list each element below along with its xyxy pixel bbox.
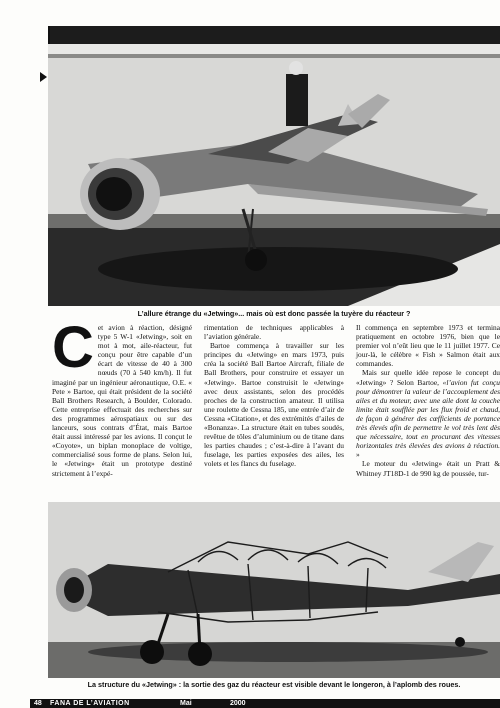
quote-close: » [356, 450, 360, 460]
figure-marker-arrow [40, 72, 47, 82]
page-footer [30, 699, 500, 708]
caption-bottom-photo: La structure du «Jetwing» : la sortie des gaz du réacteur est visible devant le longeron, à l’aplomb des roues. [87, 680, 461, 689]
top-strip [30, 26, 500, 44]
page-number: 48 [34, 700, 42, 707]
article-paragraph: rimentation de techniques applicables à l’aviation générale. [204, 323, 344, 342]
caption-top-photo: L’allure étrange du «Jetwing»... mais où est donc passée la tuyère du réacteur ? [137, 309, 411, 318]
article-paragraph-intro [52, 315, 192, 478]
photo-jetwing-structure [48, 502, 500, 678]
quote-italic: «l’avion fut conçu pour démontrer la valeur de l’accouplement des ailes et du moteur, avec une aile dont la couche limite était soufflée par les flux froid et chaud, de façon à générer des cœfficients de portance très élevés afin de permettre le vol très lent dès que nécessaire, tout en procurant des vitesses horizontales très élevées des avions à réaction. [356, 377, 500, 451]
photo-jetwing-illustration [48, 44, 500, 306]
article-paragraph: Il commença en septembre 1973 et termina pratiquement en octobre 1976, bien que le premier vol n’eût lieu que le 11 juillet 1977. Ce jour-là, le célèbre « Fish » Salmon était aux commandes. [356, 323, 500, 369]
top-strip-corner [30, 26, 50, 44]
drop-cap: C [52, 315, 94, 380]
article-paragraph-quote [356, 368, 500, 459]
article-paragraph: Bartoe commença à travailler sur les principes du «Jetwing» en mars 1973, puis créa la société Ball Bartoe Aircraft, filiale de Ball Brothers, pour construire et essayer un «Jetwing». Bartoe construisit le «Jetwing» avec deux assistants, selon des procédés proches de la construction amateur. Il utilisa une roulette de Cessna 185, une entrée d’air de Cessna «Citation», et des extrémités d’ailes de «Bonanza». La structure était en tubes soudés, revêtue de tôles d’aluminium ou de titane dans les parties chaudes ; c’est-à-dire à l’avant du fuselage, les parties exposées des ailes, les volets et les flancs du fuselage. [204, 341, 344, 469]
article-column-1 [52, 315, 192, 478]
issue-month: Mai [180, 700, 192, 707]
article-paragraph-intro-text: et avion à réaction, désigné type 5 W-1 «Jetwing», soit en mot à mot, aile-réacteur, fut conçu pour être capable d’un écart de vitesse de 40 à 300 nœuds (70 à 540 km/h). Il fut imaginé par un ingénieur aéronautique, O.E. « Pete » Bartoe, qui était président de la société Ball Brothers Research, à Boulder, Colorado. Cette entreprise effectuait des recherches sur des programmes aérospatiaux ou sur des lanceurs, sous contrats d’État, mais Bartoe était aussi intéressé par les avions. Il conçut le «Coyote», un biplan monoplace de voltige, commercialisé sous forme de plans. Selon lui, le «Jetwing» était un prototype destiné strictement à l’expé- [52, 323, 192, 478]
article-column-3 [356, 323, 500, 478]
article-paragraph: Le moteur du «Jetwing» était un Pratt & Whitney JT18D-1 de 990 kg de poussée, tur- [356, 459, 500, 478]
issue-year: 2000 [230, 700, 246, 707]
photo-structure-illustration [48, 502, 500, 678]
article-column-2 [204, 323, 344, 469]
quote-lead: Mais sur quelle idée repose le concept du «Jetwing» ? Selon Bartoe, [356, 368, 500, 387]
magazine-name: FANA DE L’AVIATION [50, 700, 130, 707]
photo-jetwing-aircraft [48, 44, 500, 306]
